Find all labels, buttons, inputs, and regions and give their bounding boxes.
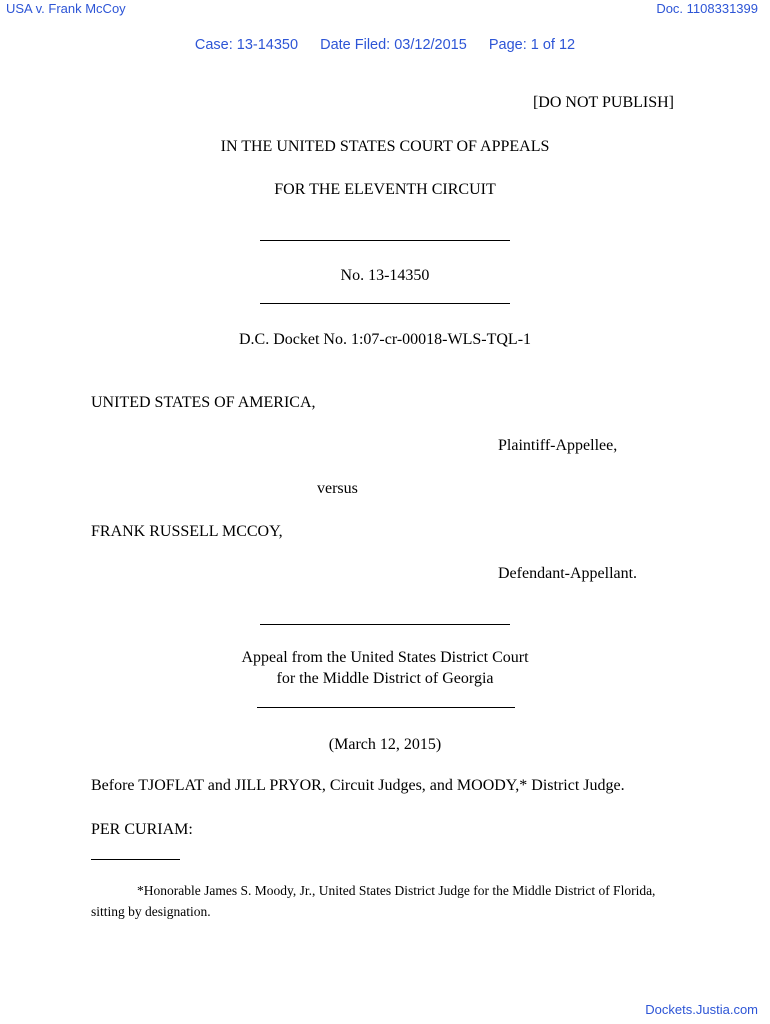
panel-judges: Before TJOFLAT and JILL PRYOR, Circuit Judges, and MOODY,* District Judge. — [91, 777, 625, 794]
docket-number: D.C. Docket No. 1:07-cr-00018-WLS-TQL-1 — [238, 331, 532, 348]
document-title-link[interactable]: USA v. Frank McCoy — [6, 1, 126, 16]
separator-rule-4 — [257, 707, 515, 708]
opinion-date: (March 12, 2015) — [328, 736, 442, 753]
separator-rule-1 — [260, 240, 510, 241]
footnote-text: Honorable James S. Moody, Jr., United States District Judge for the Middle District of Florida, sitting by designation. — [91, 883, 656, 919]
court-name-line1: IN THE UNITED STATES COURT OF APPEALS — [220, 138, 550, 155]
defendant-name: FRANK RUSSELL MCCOY, — [91, 523, 283, 540]
publish-note: [DO NOT PUBLISH] — [532, 94, 674, 111]
footnote-separator — [91, 859, 180, 860]
case-number-label: Case: 13-14350 — [194, 37, 299, 53]
date-filed-label: Date Filed: 03/12/2015 — [320, 37, 467, 53]
plaintiff-role: Plaintiff-Appellee, — [498, 437, 618, 454]
appeal-line1: Appeal from the United States District Court — [241, 649, 529, 666]
page-indicator: Page: 1 of 12 — [488, 37, 576, 53]
per-curiam: PER CURIAM: — [91, 821, 193, 838]
document-number-link[interactable]: Doc. 1108331399 — [656, 1, 758, 16]
plaintiff-name: UNITED STATES OF AMERICA, — [91, 394, 316, 411]
footnote-marker: * — [137, 883, 144, 898]
source-link[interactable]: Dockets.Justia.com — [645, 1002, 758, 1017]
footnote — [91, 880, 691, 922]
appeal-line2: for the Middle District of Georgia — [276, 670, 494, 687]
court-name-line2: FOR THE ELEVENTH CIRCUIT — [274, 181, 496, 198]
separator-rule-3 — [260, 624, 510, 625]
separator-rule-2 — [260, 303, 510, 304]
case-number: No. 13-14350 — [340, 267, 430, 284]
defendant-role: Defendant-Appellant. — [498, 565, 638, 582]
case-info-line — [0, 37, 770, 53]
versus-text: versus — [317, 480, 358, 497]
